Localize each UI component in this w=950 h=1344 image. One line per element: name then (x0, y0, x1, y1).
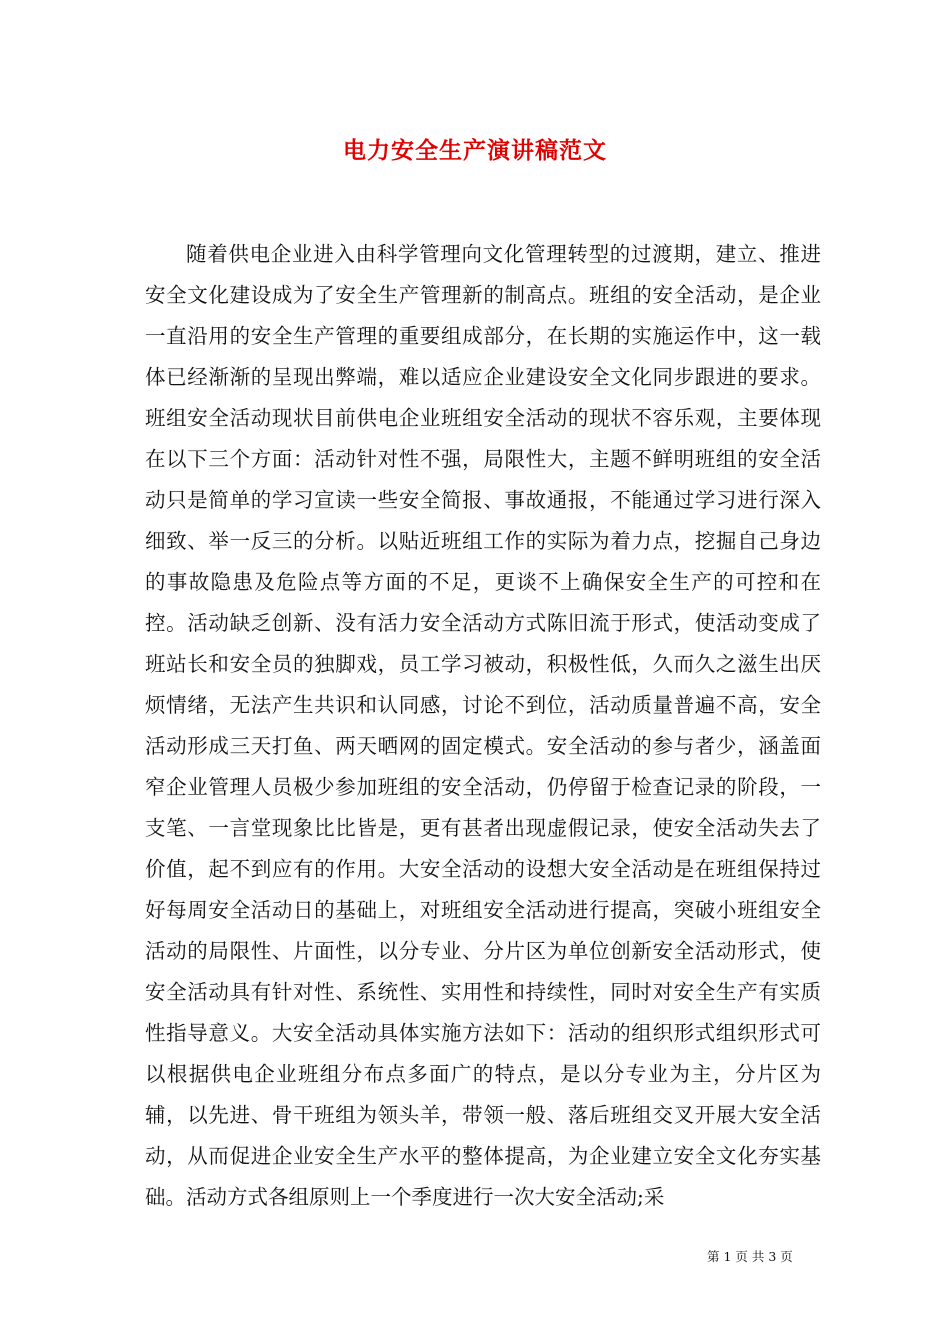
document-title: 电力安全生产演讲稿范文 (343, 137, 607, 164)
body-paragraph: 随着供电企业进入由科学管理向文化管理转型的过渡期，建立、推进安全文化建设成为了安全生产管理新的制高点。班组的安全活动，是企业一直沿用的安全生产管理的重要组成部分，在长期的实施运作中，这一载体已经渐渐的呈现出弊端，难以适应企业建设安全文化同步跟进的要求。班组安全活动现状目前供电企业班组安全活动的现状不容乐观，主要体现在以下三个方面：活动针对性不强，局限性大，主题不鲜明班组的安全活动只是简单的学习宣读一些安全简报、事故通报，不能通过学习进行深入细致、举一反三的分析。以贴近班组工作的实际为着力点，挖掘自己身边的事故隐患及危险点等方面的不足，更谈不上确保安全生产的可控和在控。活动缺乏创新、没有活力安全活动方式陈旧流于形式，使活动变成了班站长和安全员的独脚戏，员工学习被动，积极性低，久而久之滋生出厌烦情绪，无法产生共识和认同感，讨论不到位，活动质量普遍不高，安全活动形成三天打鱼、两天晒网的固定模式。安全活动的参与者少，涵盖面窄企业管理人员极少参加班组的安全活动，仍停留于检查记录的阶段，一支笔、一言堂现象比比皆是，更有甚者出现虚假记录，使安全活动失去了价值，起不到应有的作用。大安全活动的设想大安全活动是在班组保持过好每周安全活动日的基础上，对班组安全活动进行提高，突破小班组安全活动的局限性、片面性，以分专业、分片区为单位创新安全活动形式，使安全活动具有针对性、系统性、实用性和持续性，同时对安全生产有实质性指导意义。大安全活动具体实施方法如下：活动的组织形式组织形式可以根据供电企业班组分布点多面广的特点，是以分专业为主，分片区为辅，以先进、骨干班组为领头羊，带领一般、落后班组交叉开展大安全活动，从而促进企业安全生产水平的整体提高，为企业建立安全文化夯实基础。活动方式各组原则上一个季度进行一次大安全活动;采 (145, 242, 821, 1209)
page-number: 第 1 页 共 3 页 (707, 1249, 793, 1264)
